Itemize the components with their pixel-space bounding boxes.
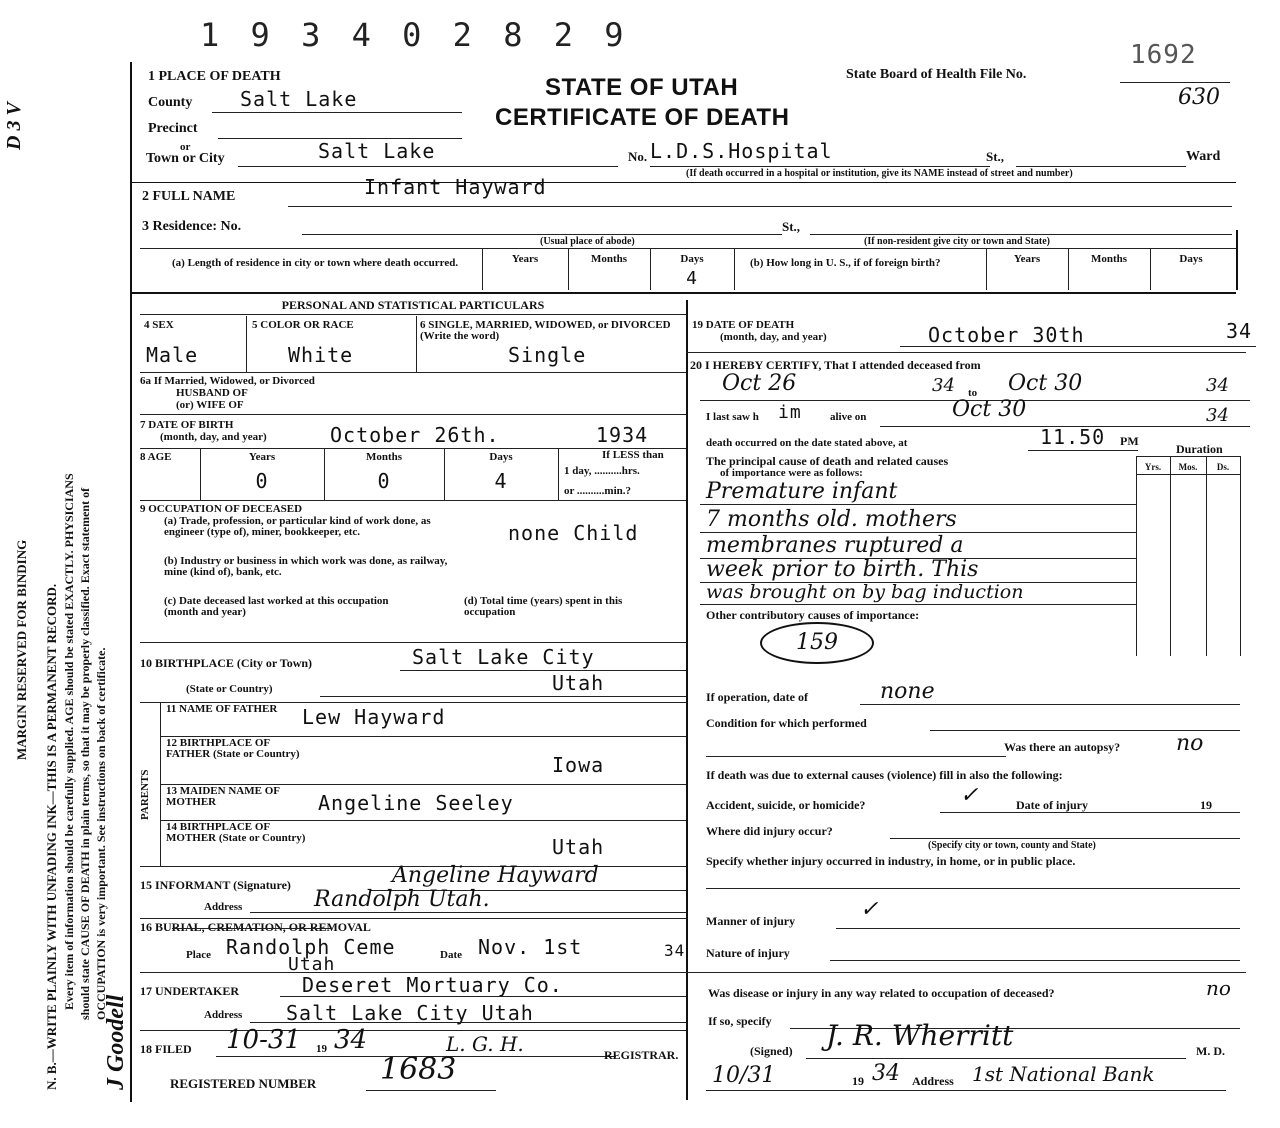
informant-signature: Angeline Hayward [392, 863, 599, 888]
age-days-label: Days [489, 451, 513, 463]
occupation-c-label: (c) Date deceased last worked at this occupation (month and year) [164, 595, 389, 618]
duration-mos-label: Mos. [1178, 462, 1198, 472]
burial-date: Nov. 1st [478, 935, 583, 959]
undertaker-value: Deseret Mortuary Co. [302, 973, 563, 997]
precinct-label: Precinct [148, 121, 198, 136]
certificate-title: CERTIFICATE OF DEATH [495, 104, 790, 131]
last-saw-him: im [778, 402, 802, 423]
father-value: Lew Hayward [302, 705, 446, 729]
md-label: M. D. [1196, 1044, 1225, 1058]
sex-value: Male [146, 343, 199, 367]
filed-year: 34 [334, 1025, 368, 1055]
birthplace-city: Salt Lake City [412, 645, 595, 669]
filed-date: 10-31 [226, 1025, 301, 1055]
dod-label-1: 19 DATE OF DEATH [692, 319, 795, 331]
cause-line-5: was brought on by bag induction [706, 581, 1024, 603]
manner-label: Manner of injury [706, 914, 796, 928]
serial-number: 1 9 3 4 0 2 8 2 9 [200, 16, 630, 54]
place-of-death-label: 1 PLACE OF DEATH [148, 69, 281, 84]
file-number-2: 630 [1178, 85, 1220, 110]
death-pm: PM [1120, 434, 1139, 448]
age-months-label: Months [365, 451, 403, 463]
st-label: St., [986, 149, 1005, 164]
res-days-label: Days [680, 253, 704, 265]
burial-place: Randolph Ceme [226, 935, 396, 959]
spouse-label-3: (or) WIFE OF [176, 399, 244, 411]
age-years-label: Years [248, 451, 276, 463]
town-label: Town or City [146, 151, 225, 166]
signed-label: (Signed) [750, 1044, 793, 1058]
spouse-label-1: 6a If Married, Widowed, or Divorced [140, 375, 315, 387]
column-divider [686, 300, 688, 1100]
county-label: County [148, 95, 193, 110]
signed-nineteen: 19 [852, 1074, 864, 1088]
full-name-value: Infant Hayward [364, 175, 547, 199]
burial-place-label: Place [186, 949, 212, 961]
dob-value: October 26th. [330, 423, 500, 447]
autopsy-value: no [1176, 731, 1204, 756]
us-years-label: Years [1013, 253, 1041, 265]
ward-label: Ward [1186, 149, 1221, 164]
signed-year: 34 [872, 1061, 900, 1086]
external-label: If death was due to external causes (violence) fill in also the following: [706, 768, 1063, 782]
residence-label: 3 Residence: No. [142, 219, 242, 234]
dod-label-2: (month, day, and year) [720, 331, 827, 343]
attended-from-year: 34 [932, 375, 955, 396]
injury-nineteen: 19 [1200, 798, 1212, 812]
duration-yrs-label: Yrs. [1144, 462, 1162, 472]
cause-line-2: 7 months old. mothers [706, 507, 957, 532]
nonresident-note: (If non-resident give city or town and State) [864, 236, 1051, 247]
father-birthplace-label: 12 BIRTHPLACE OF FATHER (State or Country) [166, 737, 300, 760]
us-days-label: Days [1179, 253, 1203, 265]
duration-label: Duration [1176, 442, 1223, 456]
registrar-mark: L. G. H. [446, 1032, 524, 1056]
occupation-related-label: Was disease or injury in any way related to occupation of deceased? [708, 986, 1055, 1000]
nature-label: Nature of injury [706, 946, 790, 960]
form-left-border [130, 62, 132, 1102]
informant-address-label: Address [204, 901, 243, 913]
dob-label-2: (month, day, and year) [160, 431, 267, 443]
res-days-value: 4 [686, 268, 698, 289]
last-saw-year: 34 [1206, 405, 1229, 426]
hospital-note: (If death occurred in a hospital or institution, give its NAME instead of street and number) [686, 168, 1073, 179]
physician-signature: J. R. Wherritt [826, 1019, 1014, 1052]
res-months-label: Months [590, 253, 628, 265]
physician-address: 1st National Bank [972, 1062, 1155, 1086]
operation-value: none [880, 679, 935, 704]
cause-label-2: of importance were as follows: [720, 467, 863, 479]
dod-year: 34 [1226, 319, 1253, 343]
margin-binding-note: MARGIN RESERVED FOR BINDING [14, 539, 29, 760]
less-label-2: 1 day, ..........hrs. [564, 465, 640, 477]
filed-nineteen: 19 [316, 1043, 327, 1055]
informant-label: 15 INFORMANT (Signature) [140, 878, 291, 892]
less-label-3: or ..........min.? [564, 485, 632, 497]
spouse-label-2: HUSBAND OF [176, 387, 248, 399]
occurred-label: death occurred on the date stated above, at [706, 437, 908, 449]
margin-mark: D 3 V [3, 102, 25, 150]
occupation-related-value: no [1206, 976, 1231, 1000]
mother-birthplace: Utah [552, 835, 605, 859]
margin-instruction-2: Every item of information should be carefully supplied. AGE should be stated EXACTLY. PHYSICIANS [62, 473, 76, 1010]
file-number: 1692 [1130, 40, 1197, 70]
occupation-label: 9 OCCUPATION OF DECEASED [140, 503, 303, 515]
burial-year: 34 [664, 941, 686, 960]
margin-instruction-1: N. B.—WRITE PLAINLY WITH UNFADING INK—THIS IS A PERMANENT RECORD. [44, 583, 59, 1090]
to-label: to [968, 387, 978, 399]
registered-number: 1683 [380, 1052, 457, 1087]
where-injury-label: Where did injury occur? [706, 824, 833, 838]
dob-year: 1934 [596, 423, 649, 447]
registered-number-label: REGISTERED NUMBER [170, 1076, 317, 1091]
residence-b-label: (b) How long in U. S., if of foreign birth? [750, 257, 941, 269]
last-saw-date: Oct 30 [952, 397, 1027, 422]
birthplace-state: Utah [552, 671, 605, 695]
father-label: 11 NAME OF FATHER [166, 703, 278, 715]
age-months-value: 0 [377, 469, 391, 493]
registrar-label: REGISTRAR. [604, 1048, 679, 1062]
occupation-d-label: (d) Total time (years) spent in this occupation [464, 595, 623, 618]
signed-date: 10/31 [712, 1063, 776, 1088]
injury-date-label: Date of injury [1016, 798, 1088, 812]
margin-instruction-3: should state CAUSE OF DEATH in plain terms, so that it may be properly classified. Exact statement of [78, 487, 92, 1020]
residence-st-label: St., [782, 219, 801, 234]
dod-value: October 30th [928, 323, 1085, 347]
occupation-value: none Child [508, 521, 639, 545]
full-name-label: 2 FULL NAME [142, 189, 236, 204]
physician-address-label: Address [912, 1074, 954, 1088]
certify-label: 20 I HEREBY CERTIFY, That I attended deceased from [690, 358, 981, 372]
race-value: White [288, 343, 354, 367]
mother-value: Angeline Seeley [318, 791, 514, 815]
sex-label: 4 SEX [144, 319, 174, 331]
contributory-code: 159 [760, 622, 874, 664]
state-heading: STATE OF UTAH [545, 74, 739, 101]
manner-check: ✓ [860, 897, 879, 922]
autopsy-label: Was there an autopsy? [1004, 740, 1121, 754]
death-time: 11.50 [1040, 425, 1106, 449]
filed-label: 18 FILED [140, 1042, 192, 1056]
cause-line-3: membranes ruptured a [706, 533, 964, 558]
attended-to: Oct 30 [1008, 371, 1083, 396]
undertaker-label: 17 UNDERTAKER [140, 984, 240, 998]
dob-label-1: 7 DATE OF BIRTH [140, 419, 234, 431]
occupation-a-label: (a) Trade, profession, or particular kind of work done, as engineer (type of), miner, bookkeeper, etc. [164, 515, 431, 538]
undertaker-address: Salt Lake City Utah [286, 1001, 534, 1025]
informant-address: Randolph Utah. [314, 887, 490, 912]
file-number-label: State Board of Health File No. [846, 67, 1027, 82]
us-months-label: Months [1090, 253, 1128, 265]
attended-from: Oct 26 [722, 371, 797, 396]
accident-check: ✓ [960, 783, 979, 808]
race-label: 5 COLOR OR RACE [252, 319, 354, 331]
attended-to-year: 34 [1206, 375, 1229, 396]
cause-label-1: The principal cause of death and related causes [706, 454, 949, 468]
contributory-label: Other contributory causes of importance: [706, 608, 920, 622]
res-years-label: Years [511, 253, 539, 265]
age-days-value: 4 [494, 469, 508, 493]
hospital-value: L.D.S.Hospital [650, 139, 833, 163]
residence-a-label: (a) Length of residence in city or town where death occurred. [172, 257, 459, 269]
no-label: No. [628, 149, 648, 164]
age-label: 8 AGE [140, 451, 172, 463]
birthplace-label: 10 BIRTHPLACE (City or Town) [140, 656, 313, 670]
duration-ds-label: Ds. [1216, 462, 1230, 472]
mother-birthplace-label: 14 BIRTHPLACE OF MOTHER (State or Country) [166, 821, 306, 844]
burial-label: 16 BURIAL, CREMATION, OR REMOVAL [140, 920, 371, 934]
marital-label: 6 SINGLE, MARRIED, WIDOWED, or DIVORCED (Write the word) [420, 319, 671, 342]
cause-line-4: week prior to birth. This [706, 557, 979, 582]
less-label-1: If LESS than [602, 449, 664, 461]
if-so-label: If so, specify [708, 1014, 772, 1028]
margin-signature: J Goodell [103, 994, 129, 1090]
accident-label: Accident, suicide, or homicide? [706, 798, 866, 812]
town-value: Salt Lake [318, 139, 436, 163]
abode-note: (Usual place of abode) [540, 236, 635, 247]
personal-header: PERSONAL AND STATISTICAL PARTICULARS [281, 298, 545, 312]
undertaker-address-label: Address [204, 1009, 243, 1021]
marital-value: Single [508, 343, 587, 367]
alive-label: alive on [830, 411, 867, 423]
burial-place-2: Utah [288, 954, 336, 975]
margin-instruction-4: OCCUPATION is very important. See instructions on back of certificate. [94, 647, 108, 1020]
county-value: Salt Lake [240, 87, 358, 111]
last-saw-label: I last saw h [706, 411, 759, 423]
father-birthplace: Iowa [552, 753, 605, 777]
age-years-value: 0 [255, 469, 269, 493]
parents-label: PARENTS [139, 769, 151, 820]
burial-date-label: Date [440, 949, 462, 961]
occupation-b-label: (b) Industry or business in which work was done, as railway, mine (kind of), bank, etc. [164, 555, 448, 578]
birthplace-state-label: (State or Country) [186, 683, 273, 695]
operation-label: If operation, date of [706, 690, 808, 704]
mother-label: 13 MAIDEN NAME OF MOTHER [166, 785, 280, 808]
or-label: or [180, 141, 191, 153]
where-injury-note: (Specify city or town, county and State) [928, 840, 1096, 851]
condition-label: Condition for which performed [706, 716, 867, 730]
form-right-border [1236, 230, 1238, 290]
cause-line-1: Premature infant [706, 479, 898, 504]
specify-label: Specify whether injury occurred in industry, in home, or in public place. [706, 854, 1076, 868]
